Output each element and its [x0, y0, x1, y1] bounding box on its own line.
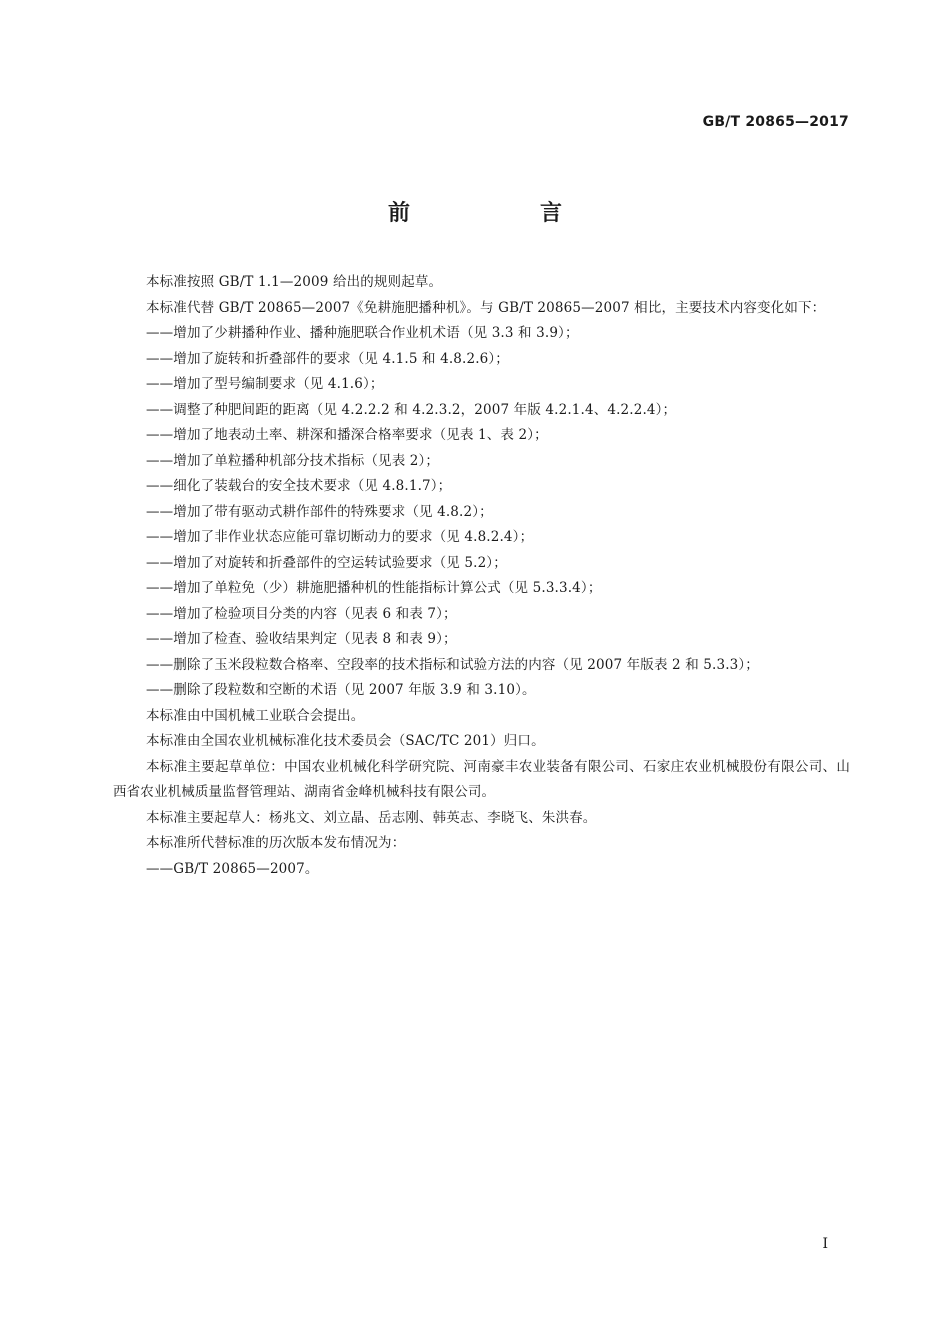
- change-item: ——增加了少耕播种作业、播种施肥联合作业机术语（见 3.3 和 3.9）；: [146, 325, 579, 341]
- change-item: ——增加了旋转和折叠部件的要求（见 4.1.5 和 4.8.2.6）；: [146, 350, 509, 367]
- page-title: 前 言: [387, 201, 616, 226]
- change-item: ——删除了玉米段粒数合格率、空段率的技术指标和试验方法的内容（见 2007 年版表 2 和 5.3.3）；: [146, 656, 759, 673]
- change-item: ——细化了装载台的安全技术要求（见 4.8.1.7）；: [146, 478, 452, 494]
- change-item: ——增加了检验项目分类的内容（见表 6 和表 7）；: [146, 605, 457, 622]
- paragraph-drafting-units: 本标准主要起草单位：中国农业机械化科学研究院、河南豪丰农业装备有限公司、石家庄农业机械股份有限公司、山西省农业机械质量监督管理站、湖南省金峰机械科技有限公司。: [113, 758, 850, 800]
- change-item: ——增加了地表动土率、耕深和播深合格率要求（见表 1、表 2）；: [146, 427, 548, 443]
- change-item: ——增加了单粒播种机部分技术指标（见表 2）；: [146, 452, 440, 469]
- paragraph-drafting-rules: 本标准按照 GB/T 1.1—2009 给出的规则起草。: [146, 274, 443, 290]
- page-number: I: [822, 1236, 828, 1252]
- change-item: ——增加了非作业状态应能可靠切断动力的要求（见 4.8.2.4）；: [146, 529, 534, 545]
- change-item: ——增加了带有驱动式耕作部件的特殊要求（见 4.8.2）；: [146, 503, 493, 520]
- paragraph-committee: 本标准由全国农业机械标准化技术委员会（SAC/TC 201）归口。: [146, 733, 545, 749]
- change-item: ——调整了种肥间距的距离（见 4.2.2.2 和 4.2.3.2，2007 年版 4.2.1.4、4.2.2.4）；: [146, 401, 677, 418]
- change-item: ——增加了单粒免（少）耕施肥播种机的性能指标计算公式（见 5.3.3.4）；: [146, 580, 602, 596]
- version-history-item: ——GB/T 20865—2007。: [146, 860, 319, 877]
- standard-code: GB/T 20865—2017: [702, 114, 849, 130]
- paragraph-replacement: 本标准代替 GB/T 20865—2007《免耕施肥播种机》。与 GB/T 20865—2007 相比，主要技术内容变化如下：: [146, 299, 826, 316]
- change-item: ——增加了检查、验收结果判定（见表 8 和表 9）；: [146, 631, 457, 647]
- paragraph-version-history: 本标准所代替标准的历次版本发布情况为：: [146, 835, 406, 851]
- change-item: ——增加了对旋转和折叠部件的空运转试验要求（见 5.2）；: [146, 554, 507, 571]
- change-item: ——删除了段粒数和空断的术语（见 2007 年版 3.9 和 3.10）。: [146, 682, 536, 698]
- paragraph-proposer: 本标准由中国机械工业联合会提出。: [146, 707, 365, 724]
- change-item: ——增加了型号编制要求（见 4.1.6）；: [146, 376, 384, 392]
- foreword-body: [113, 270, 850, 882]
- paragraph-drafters: 本标准主要起草人：杨兆文、刘立晶、岳志刚、韩英志、李晓飞、朱洪春。: [146, 809, 597, 826]
